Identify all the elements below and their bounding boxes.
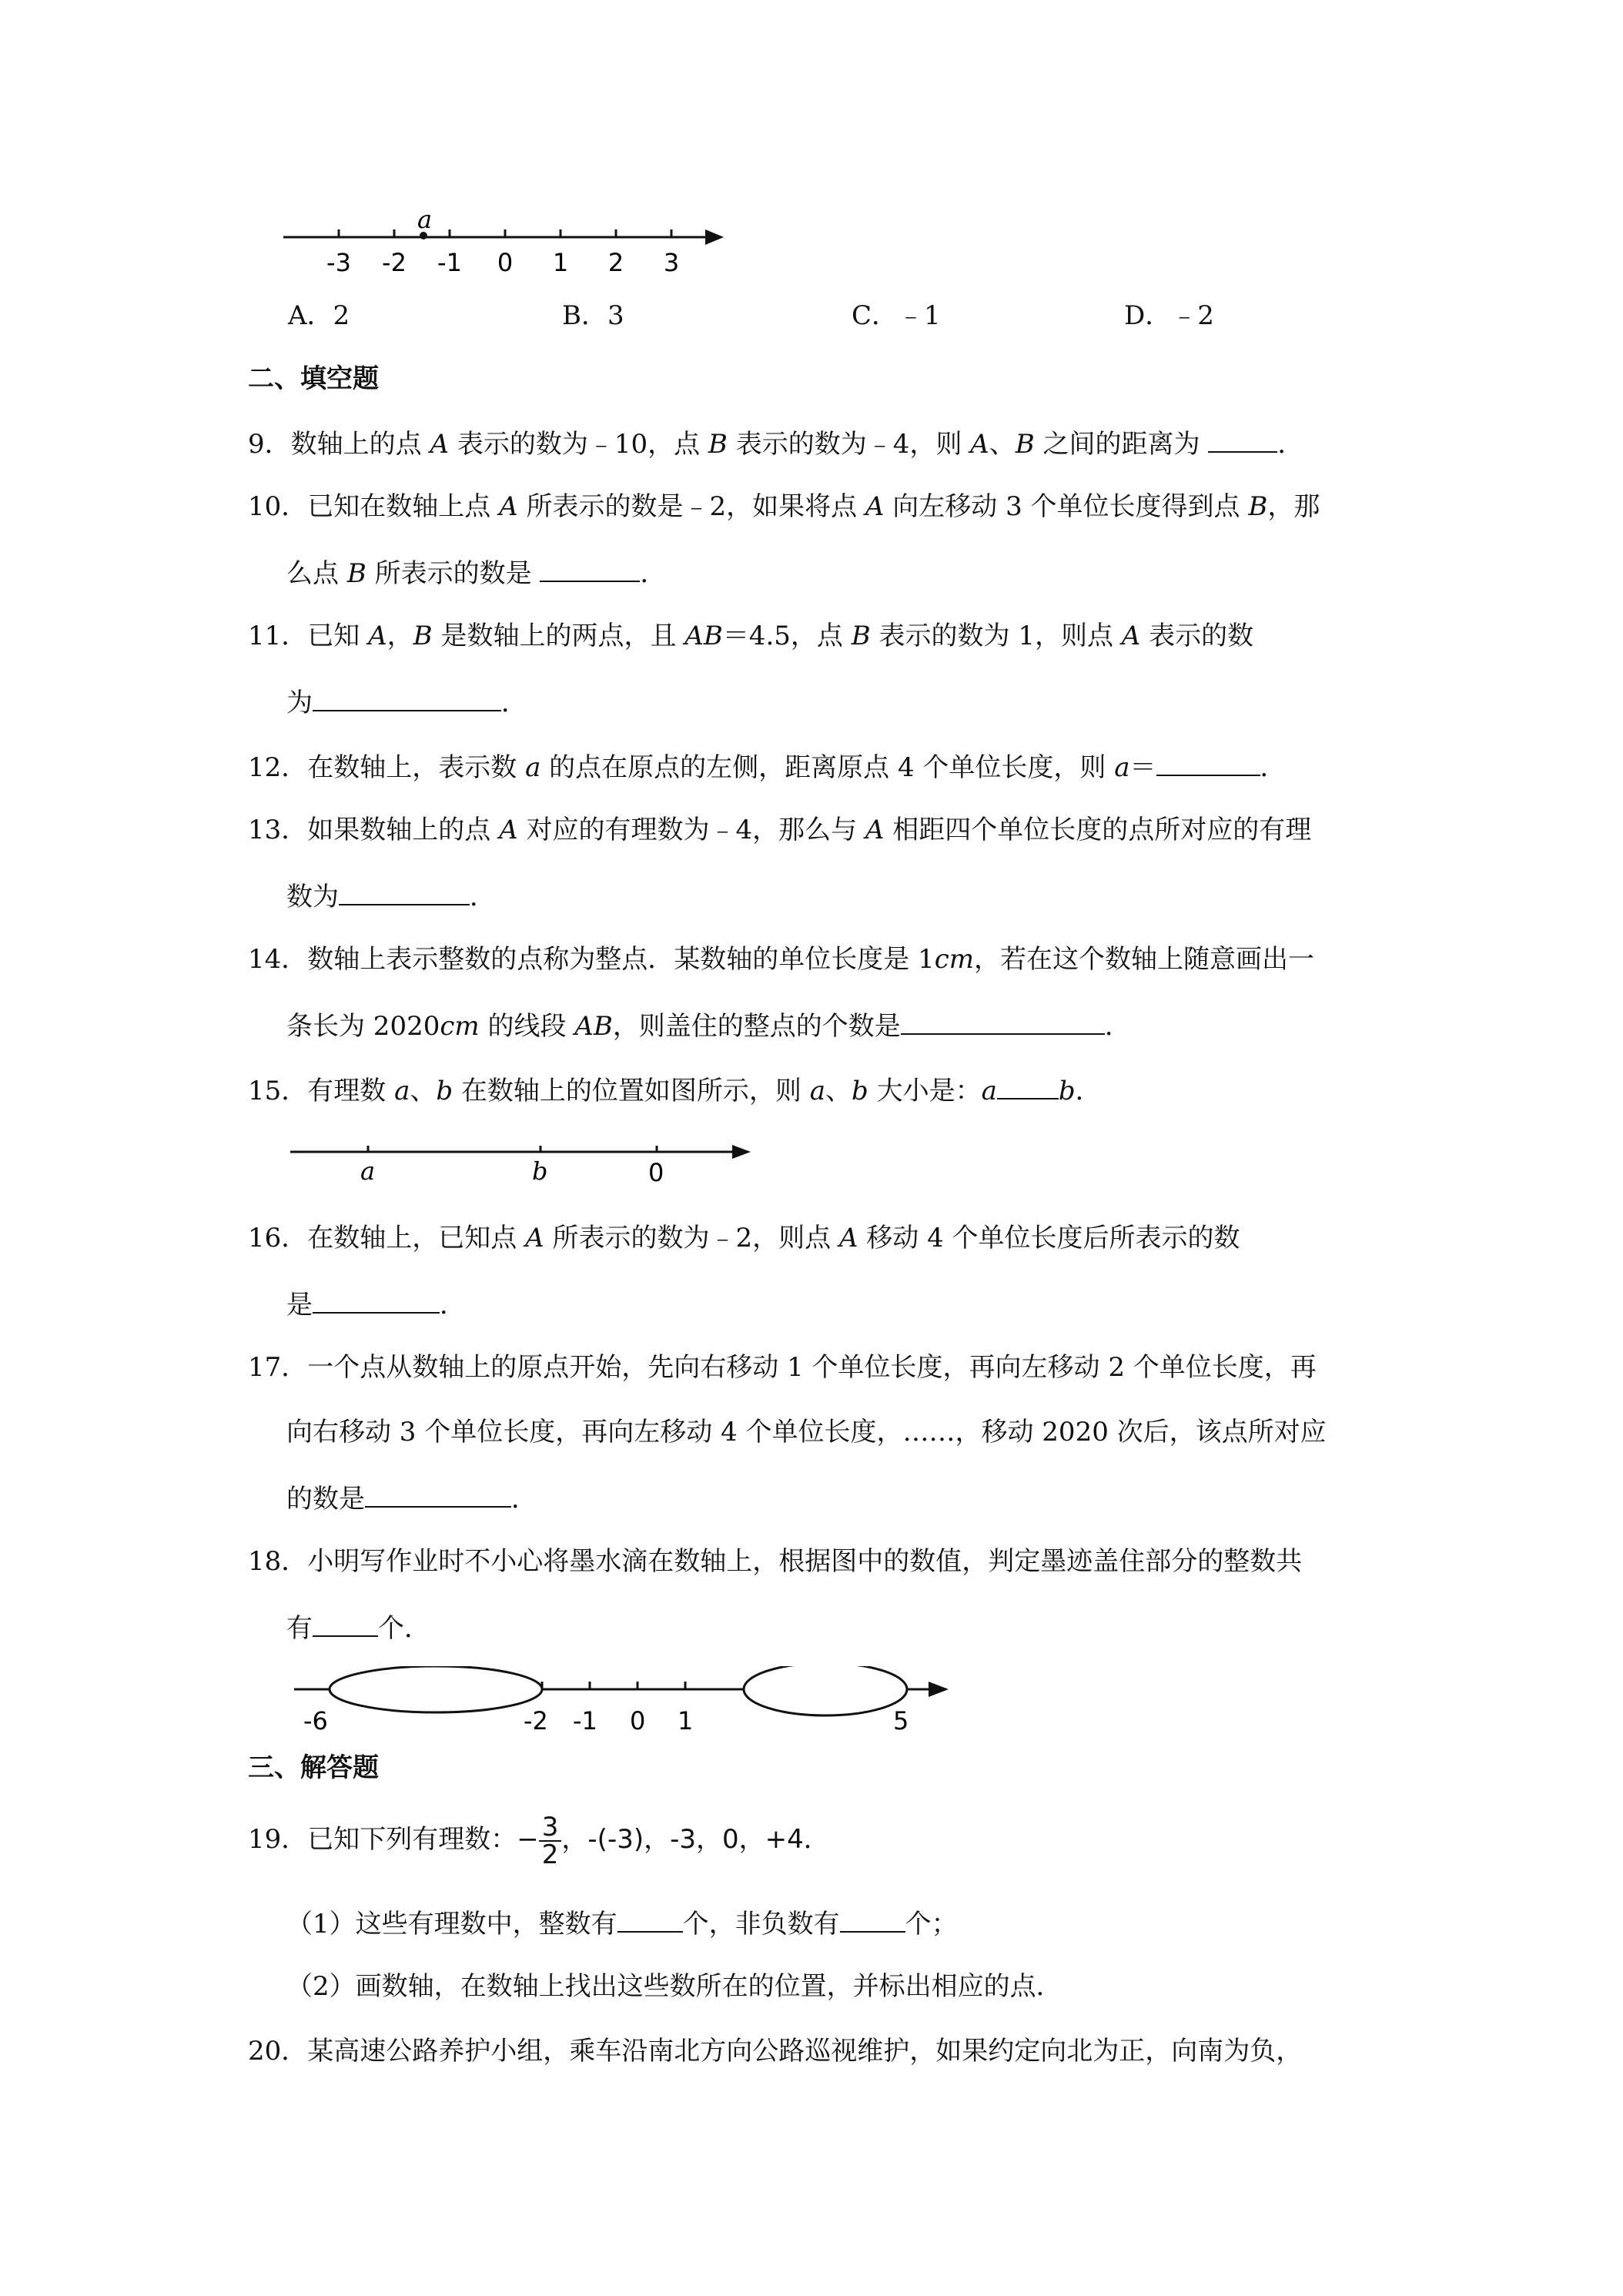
answer-blank[interactable] [1208,425,1277,453]
fig18-label-neg1: -1 [573,1706,597,1735]
fig15-label-a: a [360,1156,376,1186]
option-d[interactable]: D．﹣2 [1124,300,1214,331]
answer-blank[interactable] [617,1905,683,1933]
question-17: 17．一个点从数轴上的原点开始，先向右移动 1 个单位长度，再向左移动 2 个单位长度，再 [248,1352,1317,1383]
answer-blank[interactable] [1156,748,1260,776]
option-a[interactable]: A．2 [288,300,350,331]
point-a-label: a [417,208,433,234]
ink-blot-right [744,1666,907,1715]
fraction-three-halves: $\frac{3}{2}$ [539,1814,562,1868]
question-19: 19．已知下列有理数：− $\frac{3}{2}$ ，-(-3)，-3，0，+4． [248,1812,830,1870]
option-c[interactable]: C．﹣1 [852,300,941,331]
fig15-label-b: b [532,1156,548,1186]
question-10-line2: 么点 B 所表示的数是 ． [286,554,666,591]
answer-blank[interactable] [313,1609,378,1637]
ink-blot-left [330,1666,542,1712]
question-16: 16．在数轴上，已知点 A 所表示的数为﹣2，则点 A 移动 4 个单位长度后所表示的数 [248,1223,1240,1253]
question-14-line2: 条长为 2020cm 的线段 AB，则盖住的整点的个数是 ． [286,1007,1131,1043]
question-11-line2: 为 ． [286,684,527,720]
fig8-tick-label: 1 [552,248,569,277]
fig8-tick-label: -1 [437,248,462,277]
number-line-figure-q18 [293,1666,955,1751]
fig18-label-neg6: -6 [303,1706,328,1735]
answer-blank[interactable] [997,1072,1059,1099]
fig18-label-0: 0 [630,1706,646,1735]
answer-blank[interactable] [365,1480,511,1508]
answer-blank[interactable] [339,878,470,905]
answer-blank[interactable] [313,1286,440,1314]
answer-blank[interactable] [540,554,640,582]
fig8-tick-label: -3 [326,248,351,277]
question-16-line2: 是 ． [286,1286,466,1322]
question-9: 9．数轴上的点 A 表示的数为﹣10，点 B 表示的数为﹣4，则 A、B 之间的距离为 ． [248,425,1303,461]
question-13-line2: 数为 ． [286,878,496,914]
question-17-line2: 向右移动 3 个单位长度，再向左移动 4 个单位长度，……，移动 2020 次后，该点所对应 [286,1417,1327,1448]
fig18-label-1: 1 [678,1706,694,1735]
section-answer-title: 三、解答题 [248,1752,379,1783]
question-14: 14．数轴上表示整数的点称为整点．某数轴的单位长度是 1cm，若在这个数轴上随意画出一 [248,944,1315,975]
fig8-tick-label: -2 [382,248,407,277]
question-20: 20．某高速公路养护小组，乘车沿南北方向公路巡视维护，如果约定向北为正，向南为负， [248,2036,1303,2067]
question-19-part1: （1）这些有理数中，整数有 个，非负数有 个； [286,1905,958,1941]
question-18: 18．小明写作业时不小心将墨水滴在数轴上，根据图中的数值，判定墨迹盖住部分的整数共 [248,1546,1303,1577]
fig18-label-neg2: -2 [524,1706,548,1735]
section-fill-in-title: 二、填空题 [248,363,379,394]
answer-blank[interactable] [313,684,501,711]
fig15-label-0: 0 [648,1158,664,1187]
question-10: 10．已知在数轴上点 A 所表示的数是﹣2，如果将点 A 向左移动 3 个单位长度得到点 B，那 [248,491,1320,522]
answer-blank[interactable] [901,1007,1105,1035]
question-17-line3: 的数是 ． [286,1480,537,1516]
number-line-figure-q15 [289,1138,758,1200]
question-19-part2: （2）画数轴，在数轴上找出这些数所在的位置，并标出相应的点． [286,1971,1062,2002]
option-b[interactable]: B．3 [562,300,624,331]
question-12: 12．在数轴上，表示数 a 的点在原点的左侧，距离原点 4 个单位长度，则 a＝ ． [248,748,1287,785]
fig8-tick-label: 0 [497,248,514,277]
fig8-tick-label: 2 [607,248,624,277]
question-15: 15．有理数 a、b 在数轴上的位置如图所示，则 a、b 大小是：a b． [248,1072,1102,1108]
question-11: 11．已知 A，B 是数轴上的两点，且 AB＝4.5，点 B 表示的数为 1，则点 A 表示的数 [248,621,1254,651]
number-line-figure-q8 [277,208,731,285]
answer-blank[interactable] [840,1905,905,1933]
fig8-tick-label: 3 [663,248,680,277]
question-13: 13．如果数轴上的点 A 对应的有理数为﹣4，那么与 A 相距四个单位长度的点所对应的有理 [248,815,1312,845]
question-18-line2: 有 个． [286,1609,430,1645]
fig18-label-5: 5 [893,1706,909,1735]
